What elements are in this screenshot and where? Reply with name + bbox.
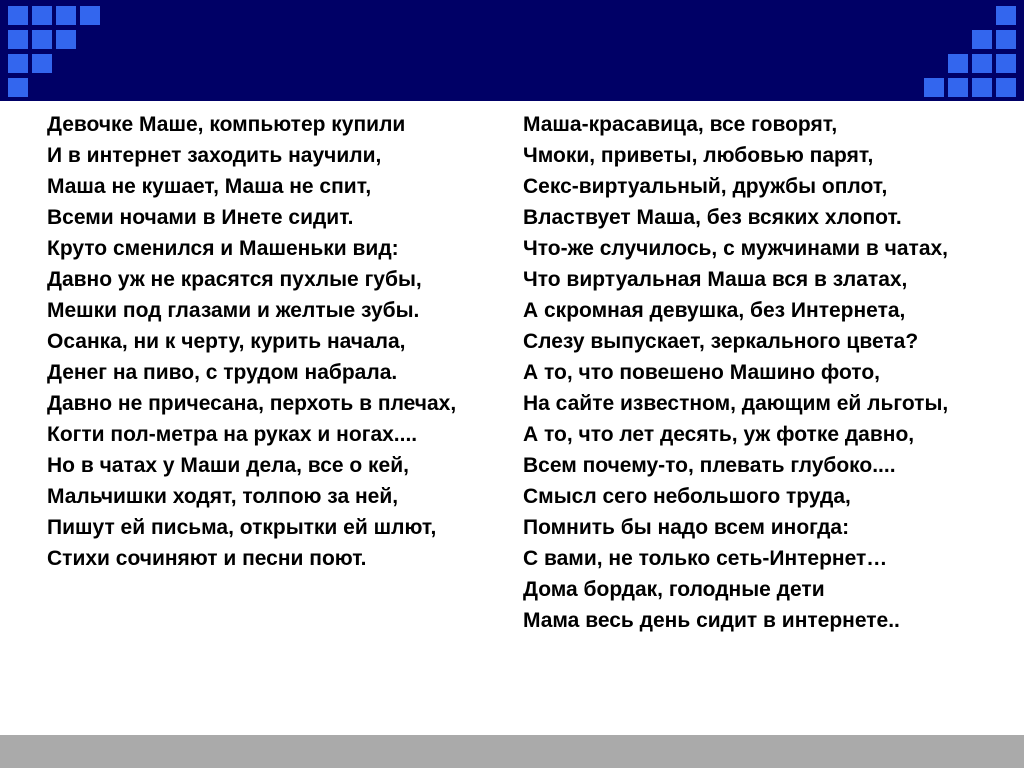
poem-line: Стихи сочиняют и песни поют. [47, 547, 367, 570]
decor-square [948, 54, 968, 73]
decor-square [80, 6, 100, 25]
poem-line: Мальчишки ходят, толпою за ней, [47, 485, 399, 508]
poem-line: А скромная девушка, без Интернета, [523, 299, 906, 322]
poem-line: Всеми ночами в Инете сидит. [47, 206, 354, 229]
poem-line: Что виртуальная Маша вся в златах, [523, 268, 908, 291]
poem-line: Помнить бы надо всем иногда: [523, 516, 850, 539]
poem-line: А то, что повешено Машино фото, [523, 361, 880, 384]
decor-square [8, 6, 28, 25]
decor-square [32, 30, 52, 49]
poem-line: Мама весь день сидит в интернете.. [523, 609, 900, 632]
decor-square [972, 30, 992, 49]
poem-line: Маша-красавица, все говорят, [523, 113, 838, 136]
decor-square [924, 78, 944, 97]
poem-line: Но в чатах у Маши дела, все о кей, [47, 454, 409, 477]
poem-right-column [523, 113, 1018, 640]
poem-line: Давно не причесана, перхоть в плечах, [47, 392, 457, 415]
decor-square [56, 30, 76, 49]
poem-line: Слезу выпускает, зеркального цвета? [523, 330, 919, 353]
decor-square [32, 6, 52, 25]
decor-square [32, 54, 52, 73]
poem-line: Что-же случилось, с мужчинами в чатах, [523, 237, 949, 260]
poem-line: Всем почему-то, плевать глубоко.... [523, 454, 896, 477]
poem-line: Властвует Маша, без всяких хлопот. [523, 206, 902, 229]
decor-square [996, 6, 1016, 25]
poem-line: Давно уж не красятся пухлые губы, [47, 268, 422, 291]
poem-line: Маша не кушает, Маша не спит, [47, 175, 372, 198]
poem-line: Денег на пиво, с трудом набрала. [47, 361, 398, 384]
decor-square [996, 30, 1016, 49]
poem-line: Секс-виртуальный, дружбы оплот, [523, 175, 888, 198]
decor-square [8, 54, 28, 73]
poem-line: Круто сменился и Машеньки вид: [47, 237, 399, 260]
poem-left-column [47, 113, 497, 578]
decor-square [948, 78, 968, 97]
decor-square [972, 78, 992, 97]
poem-line: Когти пол-метра на руках и ногах.... [47, 423, 418, 446]
decor-square [996, 54, 1016, 73]
poem-line: Дома бордак, голодные дети [523, 578, 825, 601]
poem-line: Смысл сего небольшого труда, [523, 485, 851, 508]
poem-line: Чмоки, приветы, любовью парят, [523, 144, 874, 167]
poem-line: Девочке Маше, компьютер купили [47, 113, 406, 136]
poem-line: На сайте известном, дающим ей льготы, [523, 392, 949, 415]
decor-square [972, 54, 992, 73]
header-banner [0, 0, 1024, 104]
poem-line: Осанка, ни к черту, курить начала, [47, 330, 406, 353]
poem-line: А то, что лет десять, уж фотке давно, [523, 423, 915, 446]
poem-line: И в интернет заходить научили, [47, 144, 382, 167]
poem-line: Пишут ей письма, открытки ей шлют, [47, 516, 437, 539]
poem-line: С вами, не только сеть-Интернет… [523, 547, 888, 570]
header-divider [0, 101, 1024, 104]
poem-line: Мешки под глазами и желтые зубы. [47, 299, 420, 322]
decor-square [8, 78, 28, 97]
decor-square [8, 30, 28, 49]
decor-square [56, 6, 76, 25]
footer-bar [0, 735, 1024, 768]
decor-square [996, 78, 1016, 97]
